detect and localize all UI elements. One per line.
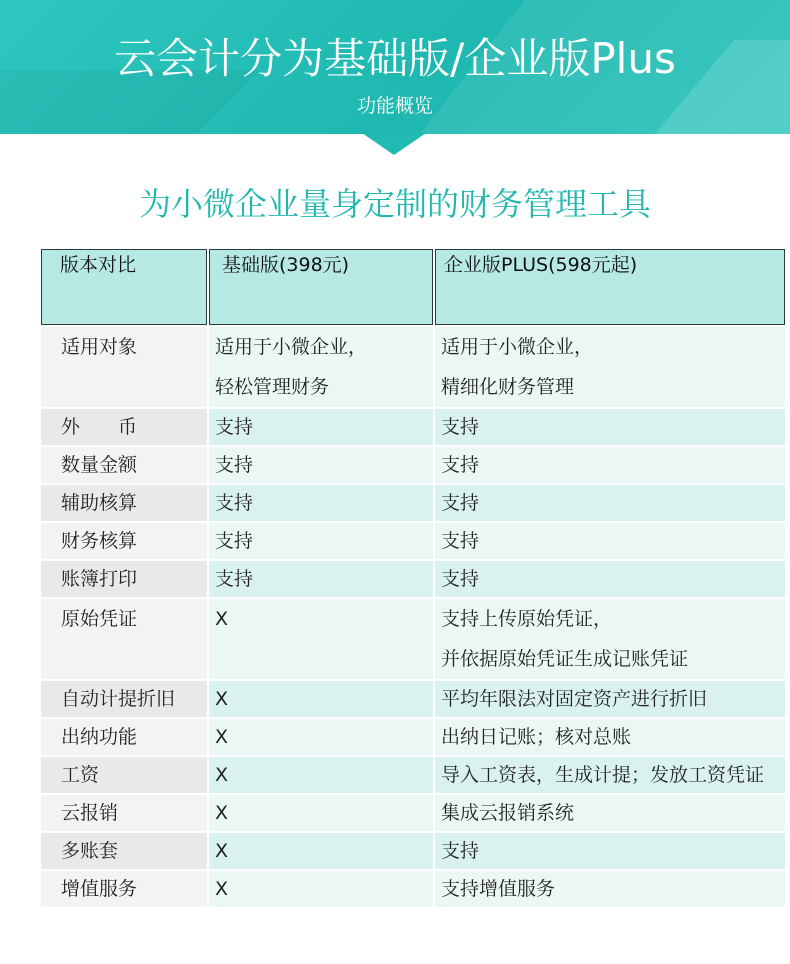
feature-cell: 出纳功能 [41, 719, 207, 755]
plus-cell-line: 支持 [441, 530, 480, 552]
table-body [41, 327, 785, 907]
plus-cell-line: 支持 [441, 416, 480, 438]
plus-cell [435, 757, 785, 793]
plus-cell-line: 支持 [441, 568, 480, 590]
table-row [41, 447, 785, 483]
basic-cell [209, 447, 433, 483]
table-row [41, 681, 785, 717]
feature-cell: 财务核算 [41, 523, 207, 559]
basic-cell [209, 561, 433, 597]
header-banner [0, 0, 790, 134]
basic-cell-line: 支持 [215, 454, 254, 476]
banner-pointer [362, 133, 426, 155]
basic-cell [209, 599, 433, 679]
plus-cell-line: 适用于小微企业， [441, 336, 594, 358]
feature-cell: 多账套 [41, 833, 207, 869]
plus-cell [435, 327, 785, 407]
basic-cell-line: 支持 [215, 416, 254, 438]
plus-cell-line: 支持 [441, 840, 480, 862]
banner-subtitle: 功能概览 [356, 95, 433, 117]
plus-cell [435, 795, 785, 831]
plus-cell-line: 并依据原始凭证生成记账凭证 [441, 648, 689, 670]
feature-cell: 原始凭证 [41, 599, 207, 679]
header-cell-feature: 版本对比 [41, 249, 207, 325]
basic-cell-line: X [215, 608, 229, 630]
basic-cell [209, 795, 433, 831]
basic-cell [209, 327, 433, 407]
basic-cell [209, 681, 433, 717]
feature-cell: 自动计提折旧 [41, 681, 207, 717]
feature-cell: 云报销 [41, 795, 207, 831]
banner-title: 云会计分为基础版/企业版Plus [114, 34, 676, 83]
basic-cell-line: X [215, 688, 229, 710]
basic-cell-line: 适用于小微企业， [215, 336, 368, 358]
feature-cell: 增值服务 [41, 871, 207, 907]
basic-cell [209, 485, 433, 521]
table-row [41, 327, 785, 407]
plus-cell-line: 支持上传原始凭证， [441, 608, 613, 630]
plus-cell-line: 支持 [441, 492, 480, 514]
plus-cell-line: 导入工资表，生成计提；发放工资凭证 [441, 764, 765, 786]
comparison-table [39, 247, 787, 909]
basic-cell [209, 833, 433, 869]
table-row [41, 795, 785, 831]
plus-cell [435, 871, 785, 907]
plus-cell-line: 支持增值服务 [441, 878, 556, 900]
basic-cell-line: X [215, 840, 229, 862]
plus-cell-line: 出纳日记账；核对总账 [441, 726, 632, 748]
slogan: 为小微企业量身定制的财务管理工具 [138, 185, 651, 223]
basic-cell [209, 871, 433, 907]
plus-cell [435, 719, 785, 755]
plus-cell-line: 集成云报销系统 [441, 802, 575, 824]
basic-cell [209, 409, 433, 445]
plus-cell [435, 561, 785, 597]
table-row [41, 757, 785, 793]
header-cell-plus: 企业版PLUS(598元起) [435, 249, 785, 325]
plus-cell [435, 599, 785, 679]
plus-cell [435, 409, 785, 445]
table-row [41, 833, 785, 869]
feature-cell: 外 币 [41, 409, 207, 445]
table-row [41, 523, 785, 559]
basic-cell-line: 轻松管理财务 [215, 376, 330, 398]
header-cell-basic: 基础版(398元) [209, 249, 433, 325]
plus-cell-line: 平均年限法对固定资产进行折旧 [441, 688, 708, 710]
basic-cell-line: 支持 [215, 568, 254, 590]
feature-cell: 工资 [41, 757, 207, 793]
plus-cell [435, 681, 785, 717]
basic-cell [209, 523, 433, 559]
basic-cell [209, 719, 433, 755]
basic-cell [209, 757, 433, 793]
table-row [41, 485, 785, 521]
basic-cell-line: X [215, 764, 229, 786]
table-row [41, 561, 785, 597]
table-header-row [41, 249, 785, 325]
basic-cell-line: X [215, 878, 229, 900]
feature-cell: 账簿打印 [41, 561, 207, 597]
basic-cell-line: 支持 [215, 492, 254, 514]
basic-cell-line: X [215, 726, 229, 748]
feature-cell: 辅助核算 [41, 485, 207, 521]
feature-cell: 适用对象 [41, 327, 207, 407]
plus-cell [435, 833, 785, 869]
table-row [41, 719, 785, 755]
feature-cell: 数量金额 [41, 447, 207, 483]
plus-cell [435, 523, 785, 559]
table-row [41, 871, 785, 907]
plus-cell [435, 447, 785, 483]
table-row [41, 409, 785, 445]
table-row [41, 599, 785, 679]
basic-cell-line: X [215, 802, 229, 824]
plus-cell-line: 精细化财务管理 [441, 376, 575, 398]
plus-cell [435, 485, 785, 521]
basic-cell-line: 支持 [215, 530, 254, 552]
plus-cell-line: 支持 [441, 454, 480, 476]
